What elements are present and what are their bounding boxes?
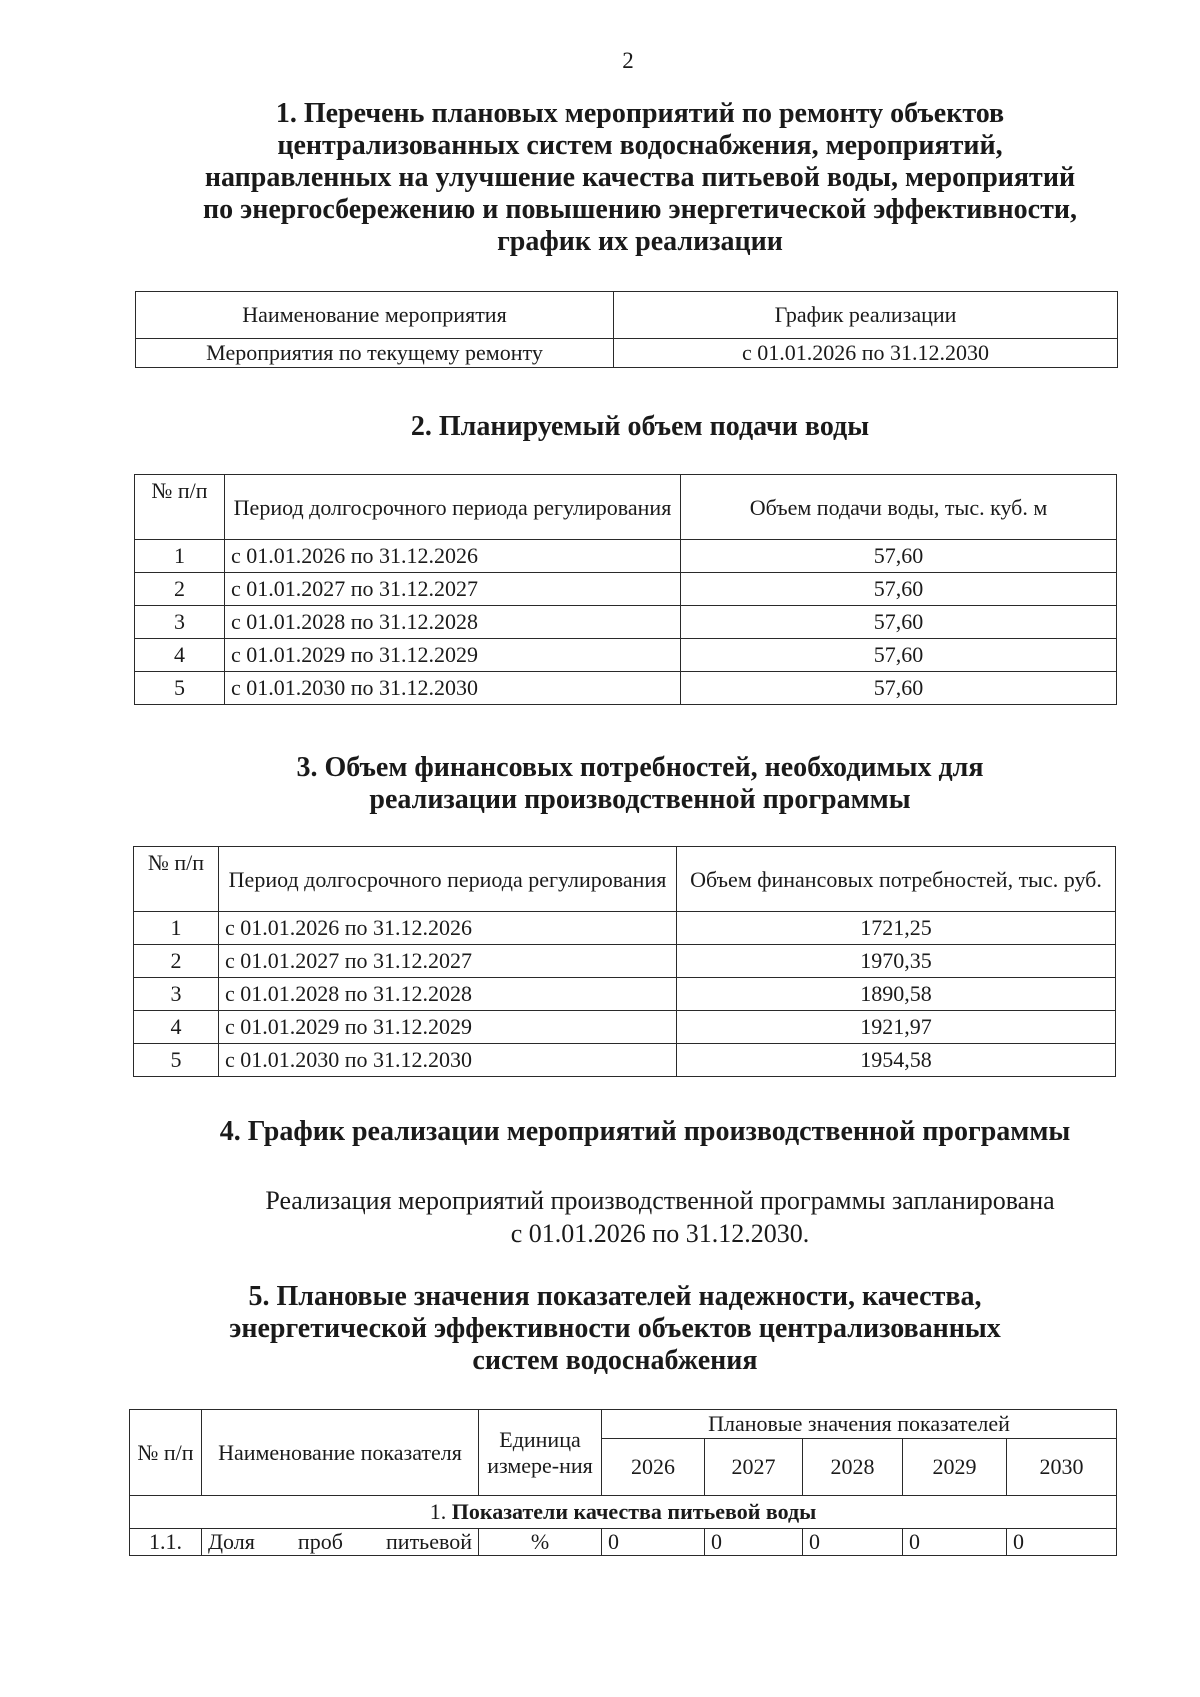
cell-volume: 57,60 [681, 639, 1117, 672]
header-number: № п/п [134, 847, 219, 912]
table-row [135, 540, 1117, 573]
table-row [135, 639, 1117, 672]
cell-period: с 01.01.2028 по 31.12.2028 [225, 606, 681, 639]
header-indicator-name: Наименование показателя [202, 1410, 479, 1496]
group-number: 1. [429, 1499, 447, 1524]
cell-amount: 1890,58 [677, 978, 1116, 1011]
cell-value: 0 [803, 1529, 903, 1556]
cell-number: 4 [134, 1011, 219, 1044]
cell-volume: 57,60 [681, 573, 1117, 606]
header-year: 2027 [705, 1439, 803, 1496]
cell-number: 5 [134, 1044, 219, 1077]
table-row [134, 945, 1116, 978]
header-unit: Единица измере-ния [479, 1410, 602, 1496]
cell-period: с 01.01.2030 по 31.12.2030 [225, 672, 681, 705]
header-period: Период долгосрочного периода регулирования [219, 847, 677, 912]
cell-number: 1 [134, 912, 219, 945]
cell-period: с 01.01.2026 по 31.12.2026 [219, 912, 677, 945]
table-row [135, 606, 1117, 639]
header-year: 2030 [1007, 1439, 1117, 1496]
group-header [130, 1496, 1117, 1529]
cell-period: с 01.01.2027 по 31.12.2027 [225, 573, 681, 606]
cell-number: 3 [135, 606, 225, 639]
header-number: № п/п [135, 475, 225, 540]
cell-amount: 1970,35 [677, 945, 1116, 978]
cell-schedule: с 01.01.2026 по 31.12.2030 [614, 339, 1118, 368]
table-row [134, 912, 1116, 945]
cell-amount: 1921,97 [677, 1011, 1116, 1044]
header-volume: Объем подачи воды, тыс. куб. м [681, 475, 1117, 540]
cell-number: 1 [135, 540, 225, 573]
table-row [135, 573, 1117, 606]
cell-number: 3 [134, 978, 219, 1011]
cell-amount: 1721,25 [677, 912, 1116, 945]
repair-plan-table [135, 291, 1118, 368]
cell-number: 5 [135, 672, 225, 705]
header-financial-volume: Объем финансовых потребностей, тыс. руб. [677, 847, 1116, 912]
cell-value: 0 [1007, 1529, 1117, 1556]
cell-period: с 01.01.2028 по 31.12.2028 [219, 978, 677, 1011]
group-row [130, 1496, 1117, 1529]
section-4-text: Реализация мероприятий производственной программы запланирована с 01.01.2026 по 31.12.2030. [265, 1186, 1055, 1248]
header-number: № п/п [130, 1410, 202, 1496]
header-schedule: График реализации [614, 292, 1118, 339]
section-3-title: 3. Объем финансовых потребностей, необходимых для реализации производственной программы [296, 752, 984, 815]
section-2-title: 2. Планируемый объем подачи воды [410, 411, 870, 442]
cell-volume: 57,60 [681, 540, 1117, 573]
cell-volume: 57,60 [681, 672, 1117, 705]
header-year: 2028 [803, 1439, 903, 1496]
page-number: 2 [622, 48, 634, 73]
cell-number: 4 [135, 639, 225, 672]
header-period: Период долгосрочного периода регулирования [225, 475, 681, 540]
table-row [130, 1529, 1117, 1556]
cell-value: 0 [602, 1529, 705, 1556]
cell-number: 2 [135, 573, 225, 606]
cell-period: с 01.01.2030 по 31.12.2030 [219, 1044, 677, 1077]
cell-value: 0 [705, 1529, 803, 1556]
cell-number: 2 [134, 945, 219, 978]
section-5-title: 5. Плановые значения показателей надежности, качества, энергетической эффективности объектов централизованных систем водоснабжения [229, 1281, 1001, 1376]
table-row [136, 339, 1118, 368]
cell-unit: % [479, 1529, 602, 1556]
water-supply-table [134, 474, 1117, 705]
section-4-title: 4. График реализации мероприятий производственной программы [219, 1116, 1071, 1147]
cell-period: с 01.01.2029 по 31.12.2029 [225, 639, 681, 672]
table-row [135, 672, 1117, 705]
cell-event: Мероприятия по текущему ремонту [136, 339, 614, 368]
header-year: 2029 [903, 1439, 1007, 1496]
section-1-title: 1. Перечень плановых мероприятий по ремонту объектов централизованных систем водоснабжения, мероприятий, направленных на улучшение качества питьевой воды, мероприятий по энергосбережению и повышению энергетической эффективности, график их реализации [203, 98, 1077, 257]
cell-period: с 01.01.2029 по 31.12.2029 [219, 1011, 677, 1044]
group-title: Показатели качества питьевой воды [451, 1499, 817, 1524]
indicators-table [129, 1409, 1117, 1556]
cell-period: с 01.01.2026 по 31.12.2026 [225, 540, 681, 573]
cell-indicator-name: Доля проб питьевой [202, 1529, 479, 1556]
table-row [134, 1044, 1116, 1077]
cell-volume: 57,60 [681, 606, 1117, 639]
header-year: 2026 [602, 1439, 705, 1496]
header-event-name: Наименование мероприятия [136, 292, 614, 339]
cell-number: 1.1. [130, 1529, 202, 1556]
table-row [134, 978, 1116, 1011]
financial-needs-table [133, 846, 1116, 1077]
table-row [134, 1011, 1116, 1044]
header-planned-values: Плановые значения показателей [602, 1410, 1117, 1439]
cell-value: 0 [903, 1529, 1007, 1556]
cell-period: с 01.01.2027 по 31.12.2027 [219, 945, 677, 978]
cell-amount: 1954,58 [677, 1044, 1116, 1077]
